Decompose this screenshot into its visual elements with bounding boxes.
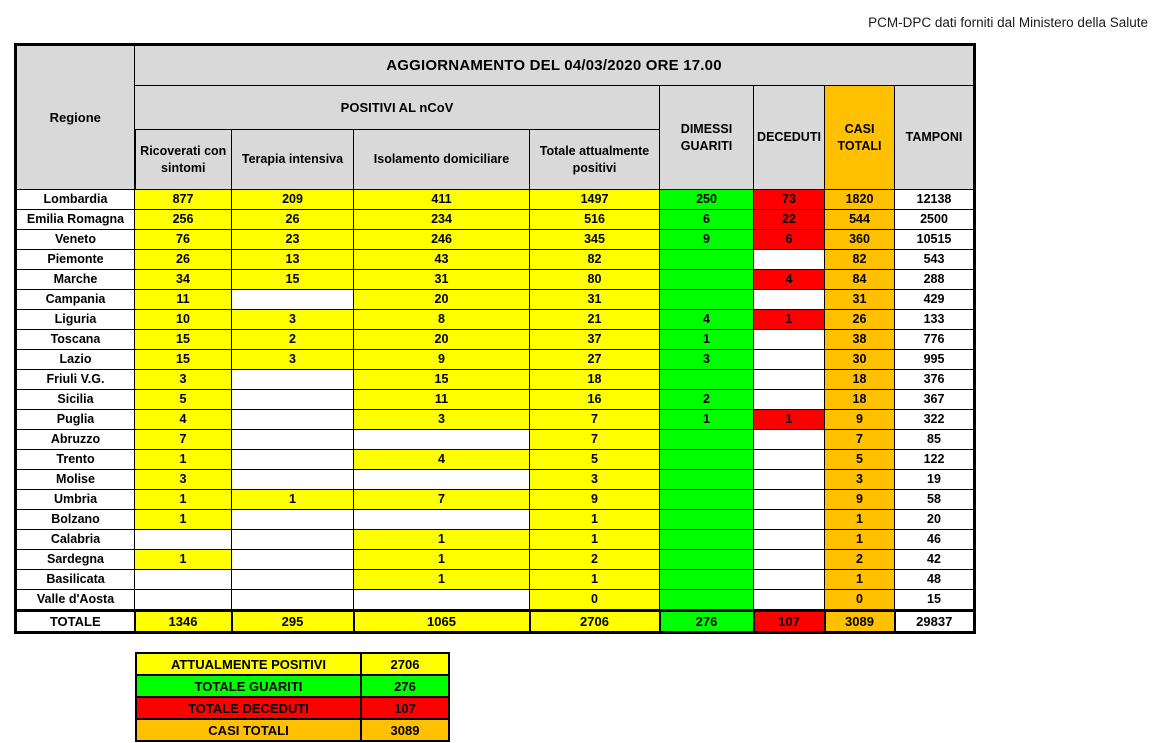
totale-cell: 2 (530, 550, 660, 570)
dimessi-cell (660, 550, 754, 570)
terapia-cell (232, 550, 354, 570)
tamponi-cell: 376 (895, 370, 975, 390)
casi-cell: 9 (825, 490, 895, 510)
dimessi-cell: 3 (660, 350, 754, 370)
dimessi-cell (660, 590, 754, 611)
summary-value: 2706 (361, 653, 449, 675)
ricoverati-cell (135, 590, 232, 611)
table-row (16, 230, 975, 250)
summary-table-body (136, 653, 449, 741)
summary-label: TOTALE DECEDUTI (136, 697, 361, 719)
table-row (16, 210, 975, 230)
table-row (16, 430, 975, 450)
deceduti-cell: 1 (754, 310, 825, 330)
table-row (16, 390, 975, 410)
region-cell: Toscana (16, 330, 135, 350)
casi-cell: 30 (825, 350, 895, 370)
terapia-cell (232, 290, 354, 310)
ricoverati-cell: 15 (135, 350, 232, 370)
deceduti-cell (754, 510, 825, 530)
dimessi-cell (660, 470, 754, 490)
region-cell: Lombardia (16, 190, 135, 210)
table-row (16, 250, 975, 270)
isolamento-cell: 7 (354, 490, 530, 510)
summary-table (135, 652, 450, 742)
isolamento-cell: 246 (354, 230, 530, 250)
tamponi-cell: 29837 (895, 611, 975, 633)
isolamento-cell (354, 470, 530, 490)
tamponi-cell: 288 (895, 270, 975, 290)
deceduti-cell (754, 390, 825, 410)
dimessi-cell (660, 510, 754, 530)
source-note: PCM-DPC dati forniti dal Ministero della Salute (868, 15, 1148, 30)
region-cell: Emilia Romagna (16, 210, 135, 230)
dimessi-cell: 250 (660, 190, 754, 210)
dimessi-cell (660, 530, 754, 550)
dimessi-cell (660, 430, 754, 450)
summary-value: 276 (361, 675, 449, 697)
isolamento-cell: 411 (354, 190, 530, 210)
terapia-cell (232, 590, 354, 611)
region-cell: Campania (16, 290, 135, 310)
summary-row (136, 719, 449, 741)
totale-cell: 3 (530, 470, 660, 490)
terapia-cell (232, 410, 354, 430)
tamponi-cell: 10515 (895, 230, 975, 250)
totale-cell: 1 (530, 570, 660, 590)
casi-cell: 1 (825, 570, 895, 590)
tamponi-cell: 543 (895, 250, 975, 270)
table-row (16, 310, 975, 330)
dimessi-cell: 6 (660, 210, 754, 230)
covid-table-body (16, 190, 975, 633)
deceduti-cell: 1 (754, 410, 825, 430)
ricoverati-cell: 5 (135, 390, 232, 410)
summary-row (136, 653, 449, 675)
tamponi-cell: 133 (895, 310, 975, 330)
region-cell: Abruzzo (16, 430, 135, 450)
isolamento-cell: 9 (354, 350, 530, 370)
table-row (16, 370, 975, 390)
casi-cell: 9 (825, 410, 895, 430)
ricoverati-cell: 256 (135, 210, 232, 230)
summary-row (136, 675, 449, 697)
isolamento-cell: 4 (354, 450, 530, 470)
casi-cell: 1 (825, 530, 895, 550)
table-row (16, 530, 975, 550)
casi-cell: 3089 (825, 611, 895, 633)
totals-row (16, 611, 975, 633)
deceduti-cell (754, 330, 825, 350)
terapia-cell: 26 (232, 210, 354, 230)
terapia-cell (232, 390, 354, 410)
dimessi-cell (660, 450, 754, 470)
casi-cell: 82 (825, 250, 895, 270)
deceduti-cell (754, 570, 825, 590)
casi-cell: 1820 (825, 190, 895, 210)
ricoverati-cell: 10 (135, 310, 232, 330)
isolamento-cell: 8 (354, 310, 530, 330)
ricoverati-cell: 1 (135, 490, 232, 510)
region-cell: Liguria (16, 310, 135, 330)
region-cell: Sicilia (16, 390, 135, 410)
ricoverati-cell: 3 (135, 370, 232, 390)
casi-cell: 38 (825, 330, 895, 350)
covid-regions-table (14, 43, 976, 634)
region-column-header: Regione (16, 45, 135, 190)
ricoverati-cell (135, 530, 232, 550)
ricoverati-cell: 11 (135, 290, 232, 310)
ricoverati-cell: 34 (135, 270, 232, 290)
isolamento-cell: 1 (354, 570, 530, 590)
dimessi-cell: 9 (660, 230, 754, 250)
tamponi-cell: 776 (895, 330, 975, 350)
deceduti-cell (754, 450, 825, 470)
tamponi-cell: 995 (895, 350, 975, 370)
dimessi-cell: 1 (660, 330, 754, 350)
dimessi-cell: 2 (660, 390, 754, 410)
tamponi-cell: 42 (895, 550, 975, 570)
tamponi-cell: 58 (895, 490, 975, 510)
isolamento-cell: 3 (354, 410, 530, 430)
region-cell: Sardegna (16, 550, 135, 570)
dimessi-cell (660, 290, 754, 310)
terapia-cell: 13 (232, 250, 354, 270)
totale-cell: 21 (530, 310, 660, 330)
dimessi-cell (660, 270, 754, 290)
positivi-group-header: POSITIVI AL nCoV (135, 86, 660, 130)
dimessi-cell: 1 (660, 410, 754, 430)
terapia-cell (232, 430, 354, 450)
terapia-cell: 23 (232, 230, 354, 250)
totale-cell: 16 (530, 390, 660, 410)
deceduti-cell (754, 250, 825, 270)
deceduti-cell: 73 (754, 190, 825, 210)
isolamento-cell: 1 (354, 550, 530, 570)
tamponi-cell: 85 (895, 430, 975, 450)
totale-cell: 2706 (530, 611, 660, 633)
terapia-intensiva-header: Terapia intensiva (232, 130, 354, 190)
ricoverati-cell: 7 (135, 430, 232, 450)
region-cell: Marche (16, 270, 135, 290)
casi-cell: 84 (825, 270, 895, 290)
table-row (16, 550, 975, 570)
totale-cell: 1 (530, 530, 660, 550)
region-cell: Valle d'Aosta (16, 590, 135, 611)
summary-label: TOTALE GUARITI (136, 675, 361, 697)
casi-cell: 0 (825, 590, 895, 611)
tamponi-cell: 15 (895, 590, 975, 611)
deceduti-cell (754, 350, 825, 370)
tamponi-cell: 12138 (895, 190, 975, 210)
casi-cell: 31 (825, 290, 895, 310)
casi-cell: 18 (825, 390, 895, 410)
totale-cell: 82 (530, 250, 660, 270)
table-row (16, 510, 975, 530)
summary-label: CASI TOTALI (136, 719, 361, 741)
deceduti-cell (754, 590, 825, 611)
terapia-cell (232, 570, 354, 590)
summary-label: ATTUALMENTE POSITIVI (136, 653, 361, 675)
ricoverati-cell: 1 (135, 450, 232, 470)
region-cell: Bolzano (16, 510, 135, 530)
totale-cell: 0 (530, 590, 660, 611)
region-cell: Molise (16, 470, 135, 490)
isolamento-cell: 11 (354, 390, 530, 410)
isolamento-cell: 20 (354, 330, 530, 350)
tamponi-cell: 322 (895, 410, 975, 430)
isolamento-cell (354, 590, 530, 611)
table-row (16, 570, 975, 590)
ricoverati-cell: 15 (135, 330, 232, 350)
dimessi-cell (660, 490, 754, 510)
table-row (16, 450, 975, 470)
terapia-cell (232, 510, 354, 530)
ricoverati-cell: 4 (135, 410, 232, 430)
deceduti-cell: 4 (754, 270, 825, 290)
casi-cell: 26 (825, 310, 895, 330)
terapia-cell (232, 450, 354, 470)
tamponi-cell: 122 (895, 450, 975, 470)
casi-cell: 544 (825, 210, 895, 230)
isolamento-cell: 43 (354, 250, 530, 270)
terapia-cell: 209 (232, 190, 354, 210)
summary-row (136, 697, 449, 719)
totale-cell: 27 (530, 350, 660, 370)
totale-cell: 9 (530, 490, 660, 510)
isolamento-cell: 20 (354, 290, 530, 310)
tamponi-cell: 429 (895, 290, 975, 310)
casi-cell: 2 (825, 550, 895, 570)
isolamento-header: Isolamento domiciliare (354, 130, 530, 190)
region-cell: Umbria (16, 490, 135, 510)
terapia-cell: 15 (232, 270, 354, 290)
terapia-cell (232, 370, 354, 390)
region-cell: Veneto (16, 230, 135, 250)
casi-cell: 360 (825, 230, 895, 250)
tamponi-cell: 19 (895, 470, 975, 490)
deceduti-cell: 22 (754, 210, 825, 230)
dimessi-cell (660, 570, 754, 590)
totale-cell: 37 (530, 330, 660, 350)
ricoverati-cell: 3 (135, 470, 232, 490)
dimessi-cell (660, 370, 754, 390)
region-cell: Lazio (16, 350, 135, 370)
totale-cell: 18 (530, 370, 660, 390)
totale-cell: 1 (530, 510, 660, 530)
totale-cell: 1497 (530, 190, 660, 210)
totale-cell: 516 (530, 210, 660, 230)
table-row (16, 270, 975, 290)
ricoverati-cell: 1346 (135, 611, 232, 633)
tamponi-header: TAMPONI (895, 86, 975, 190)
terapia-cell: 3 (232, 350, 354, 370)
terapia-cell (232, 530, 354, 550)
deceduti-cell: 6 (754, 230, 825, 250)
tamponi-cell: 46 (895, 530, 975, 550)
region-cell: Trento (16, 450, 135, 470)
dimessi-guariti-header: DIMESSI GUARITI (660, 86, 754, 190)
isolamento-cell: 1065 (354, 611, 530, 633)
deceduti-cell (754, 530, 825, 550)
ricoverati-cell: 76 (135, 230, 232, 250)
totale-positivi-header: Totale attualmente positivi (530, 130, 660, 190)
ricoverati-cell: 1 (135, 550, 232, 570)
summary-value: 107 (361, 697, 449, 719)
tamponi-cell: 20 (895, 510, 975, 530)
ricoverati-cell (135, 570, 232, 590)
table-title: AGGIORNAMENTO DEL 04/03/2020 ORE 17.00 (135, 45, 975, 86)
casi-cell: 5 (825, 450, 895, 470)
deceduti-cell: 107 (754, 611, 825, 633)
tamponi-cell: 48 (895, 570, 975, 590)
totale-cell: 345 (530, 230, 660, 250)
region-cell: Friuli V.G. (16, 370, 135, 390)
region-cell: Piemonte (16, 250, 135, 270)
tamponi-cell: 367 (895, 390, 975, 410)
ricoverati-cell: 877 (135, 190, 232, 210)
casi-cell: 3 (825, 470, 895, 490)
casi-cell: 1 (825, 510, 895, 530)
deceduti-cell (754, 430, 825, 450)
dimessi-cell: 276 (660, 611, 754, 633)
region-cell: TOTALE (16, 611, 135, 633)
totale-cell: 7 (530, 410, 660, 430)
totale-cell: 5 (530, 450, 660, 470)
table-row (16, 490, 975, 510)
ricoverati-cell: 26 (135, 250, 232, 270)
deceduti-header: DECEDUTI (754, 86, 825, 190)
table-row (16, 350, 975, 370)
terapia-cell: 1 (232, 490, 354, 510)
totale-cell: 80 (530, 270, 660, 290)
deceduti-cell (754, 370, 825, 390)
isolamento-cell: 234 (354, 210, 530, 230)
ricoverati-header: Ricoverati con sintomi (135, 130, 232, 190)
deceduti-cell (754, 550, 825, 570)
terapia-cell (232, 470, 354, 490)
dimessi-cell: 4 (660, 310, 754, 330)
table-row (16, 470, 975, 490)
casi-cell: 7 (825, 430, 895, 450)
table-row (16, 290, 975, 310)
region-cell: Puglia (16, 410, 135, 430)
deceduti-cell (754, 470, 825, 490)
table-row (16, 330, 975, 350)
isolamento-cell (354, 510, 530, 530)
terapia-cell: 295 (232, 611, 354, 633)
region-cell: Calabria (16, 530, 135, 550)
isolamento-cell: 15 (354, 370, 530, 390)
ricoverati-cell: 1 (135, 510, 232, 530)
isolamento-cell (354, 430, 530, 450)
terapia-cell: 2 (232, 330, 354, 350)
tamponi-cell: 2500 (895, 210, 975, 230)
terapia-cell: 3 (232, 310, 354, 330)
isolamento-cell: 1 (354, 530, 530, 550)
dimessi-cell (660, 250, 754, 270)
table-row (16, 190, 975, 210)
summary-value: 3089 (361, 719, 449, 741)
isolamento-cell: 31 (354, 270, 530, 290)
totale-cell: 31 (530, 290, 660, 310)
region-cell: Basilicata (16, 570, 135, 590)
deceduti-cell (754, 290, 825, 310)
table-row (16, 590, 975, 611)
casi-cell: 18 (825, 370, 895, 390)
table-row (16, 410, 975, 430)
deceduti-cell (754, 490, 825, 510)
totale-cell: 7 (530, 430, 660, 450)
casi-totali-header: CASI TOTALI (825, 86, 895, 190)
